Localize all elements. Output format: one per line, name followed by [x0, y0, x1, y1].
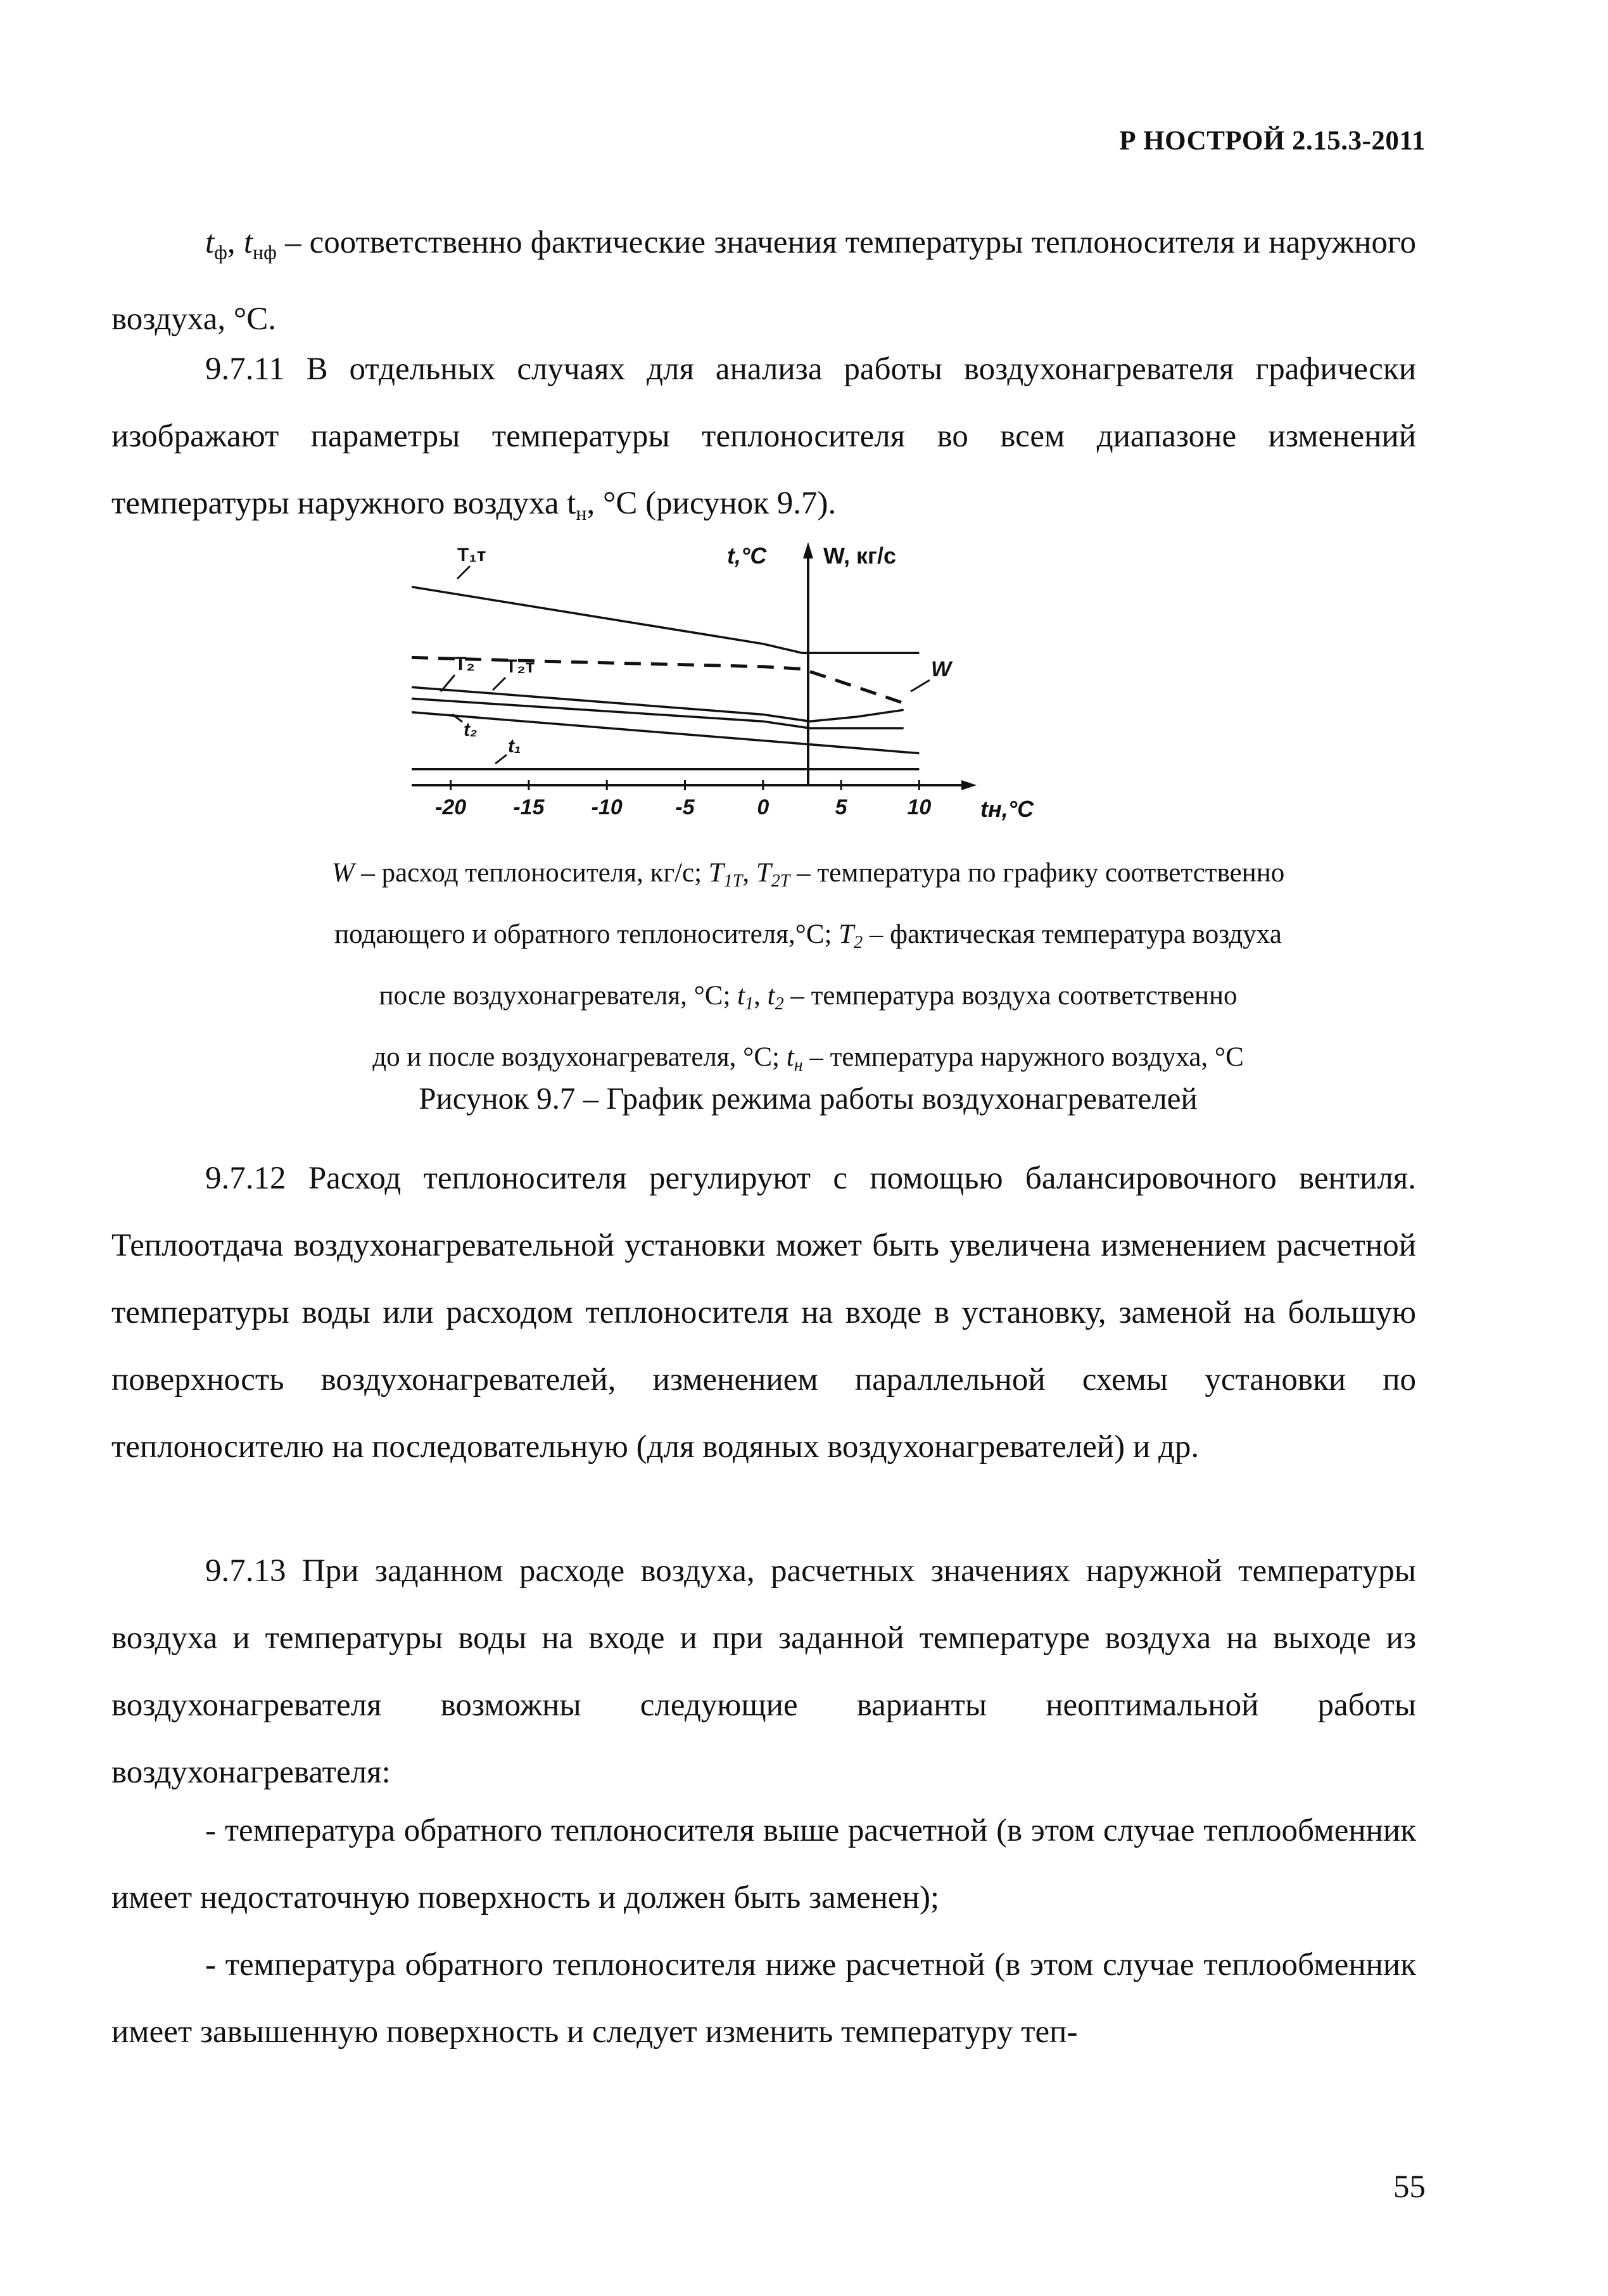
legend-text: 1T [723, 871, 743, 891]
bullet-list [111, 1797, 1416, 2066]
x-tick-label: 10 [907, 795, 932, 819]
series-line-2 [412, 657, 904, 703]
legend-text: T [839, 919, 854, 949]
label-t2: t₂ [464, 719, 478, 740]
var-t-f: t [205, 225, 215, 260]
bullet-item-2: - температура обратного теплоносителя ниже расчетной (в этом случае теплообменник имеет завышенную поверхность и следует изменить температуру теп- [111, 1947, 1416, 2050]
legend-text: t [786, 1042, 794, 1072]
legend-text: 1 [745, 994, 754, 1014]
label-T2T: T₂т [505, 656, 535, 677]
legend-line-1 [111, 847, 1505, 908]
legend-text: – расход теплоносителя, кг/с; [354, 858, 709, 888]
leader-T1T [457, 566, 470, 579]
y-axis-arrow [803, 542, 813, 558]
p9713-text: 9.7.13 При заданном расходе воздуха, расчетных значениях наружной температуры воздуха и температуры воды на входе и при заданной температуре воздуха на выходе из воздухонагревателя возможны следующие варианты неоптимальной работы воздухонагревателя: [111, 1553, 1416, 1790]
legend-text: T [708, 858, 724, 888]
page-number: 55 [1393, 2169, 1426, 2205]
legend-text: – температура воздуха соответственно [783, 981, 1238, 1011]
label-t1: t₁ [508, 736, 521, 757]
legend-text: – фактическая температура воздуха [863, 919, 1282, 949]
intro-text: – соответственно фактические значения температуры теплоносителя и наружного воздуха, °С. [111, 225, 1417, 337]
legend-line-2 [111, 908, 1505, 969]
x-tick-label: -20 [435, 795, 467, 819]
legend-text: t [737, 981, 745, 1011]
var-t-nf: t [243, 225, 253, 260]
w-axis-label: W, кг/с [823, 543, 897, 569]
legend-line-3 [111, 969, 1505, 1031]
heater-mode-chart [399, 532, 1083, 836]
var-t-f-sub: ф [214, 241, 227, 263]
label-W: W [931, 657, 952, 681]
p9711-text: 9.7.11 В отдельных случаях для анализа работы воздухонагревателя графически изображают параметры температуры теплоносителя во всем диапазоне изменений температуры наружного воздуха t [111, 351, 1416, 521]
paragraph-9-7-13 [111, 1537, 1416, 1806]
label-T2: T₂ [455, 653, 475, 674]
legend-text: – температура наружного воздуха, °С [802, 1042, 1244, 1072]
paragraph-9-7-11 [111, 336, 1416, 546]
x-tick-label: -10 [591, 795, 623, 819]
legend-text: н [794, 1056, 803, 1075]
legend-text: до и после воздухонагревателя, °С; [372, 1042, 787, 1072]
y-axis-label: t,°C [727, 543, 767, 569]
legend-text: – температура по графику соответственно [790, 858, 1285, 888]
p9712-text: 9.7.12 Расход теплоносителя регулируют с помощью балансировочного вентиля. Теплоотдача воздухонагревательной установки может быть увеличена изменением расчетной температуры воды или расходом теплоносителя на входе в установку, заменой на большую поверхность воздухонагревателей, изменением параллельной схемы установки по теплоносителю на последовательную (для водяных воздухонагревателей) и др. [111, 1161, 1416, 1465]
paragraph-9-7-12 [111, 1145, 1416, 1480]
legend-text: подающего и обратного теплоносителя,°С; [334, 919, 839, 949]
legend-text: , [742, 858, 756, 888]
x-axis-label: tн,°C [980, 796, 1034, 822]
leader-W [911, 680, 930, 691]
legend-text: 2 [854, 933, 863, 952]
figure-legend [111, 847, 1505, 1092]
p9711-sub: н [576, 501, 587, 524]
legend-text: 2T [771, 871, 790, 891]
leader-T2T [493, 678, 505, 690]
x-axis-arrow [961, 780, 977, 790]
x-tick-label: 5 [835, 795, 847, 819]
legend-text: , [754, 981, 768, 1011]
x-tick-label: -15 [513, 795, 545, 819]
p9711-text-end: , °С (рисунок 9.7). [586, 486, 837, 521]
series-line-1 [412, 587, 919, 653]
var-sep: , [227, 225, 244, 260]
series-line-4 [412, 698, 904, 728]
legend-text: T [756, 858, 771, 888]
legend-text: 2 [775, 994, 784, 1014]
legend-text: после воздухонагревателя, °С; [379, 981, 738, 1011]
legend-text: t [767, 981, 775, 1011]
leader-t1 [495, 755, 507, 764]
bullet-item-1: - температура обратного теплоносителя выше расчетной (в этом случае теплообменник имеет недостаточную поверхность и должен быть заменен); [111, 1813, 1416, 1915]
document-code-header: Р НОСТРОЙ 2.15.3-2011 [1119, 126, 1426, 156]
x-tick-label: 0 [757, 795, 769, 819]
intro-paragraph [111, 209, 1416, 353]
legend-text: W [331, 858, 355, 888]
label-T1T: T₁т [457, 545, 486, 565]
var-t-nf-sub: нф [252, 241, 277, 263]
figure-caption: Рисунок 9.7 – График режима работы воздухонагревателей [419, 1081, 1198, 1116]
x-tick-label: -5 [675, 795, 695, 819]
